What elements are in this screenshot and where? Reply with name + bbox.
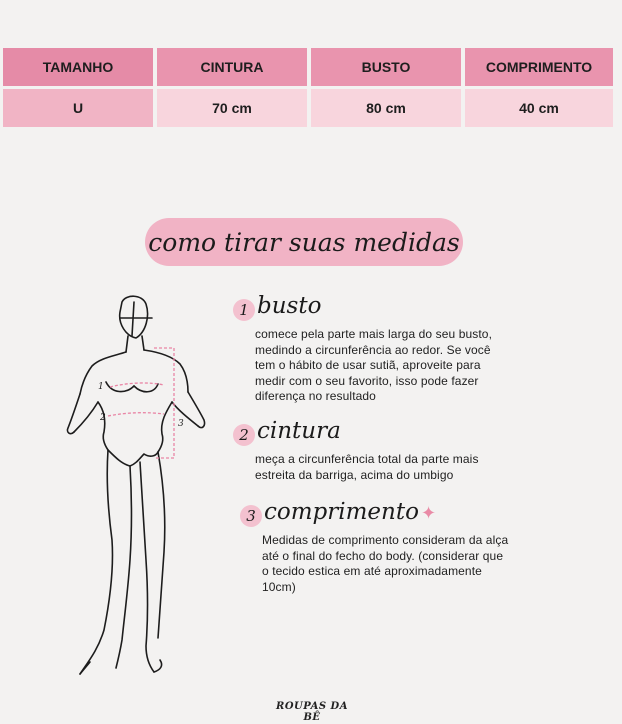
desc-line: medir com o seu favorito, isso pode fazer (255, 373, 479, 388)
figure-label-1: 1 (98, 382, 104, 392)
size-table-row (3, 89, 620, 127)
step-title-cintura: cintura (257, 418, 341, 444)
brand-logo: ROUPAS DA BÊ (276, 701, 348, 723)
header-busto: BUSTO (311, 48, 461, 86)
step-number-1: 1 (233, 299, 255, 321)
step-number-2: 2 (233, 424, 255, 446)
desc-line: Medidas de comprimento consideram da alça (262, 533, 509, 547)
desc-line: até o final do fecho do body. (considerar que (262, 548, 504, 563)
header-comprimento: COMPRIMENTO (465, 48, 613, 86)
section-title: como tirar suas medidas (145, 218, 463, 266)
desc-line: medindo a circunferência ao redor. Se você (255, 342, 491, 357)
desc-line: 10cm) (262, 579, 296, 594)
step-number-3: 3 (240, 505, 262, 527)
desc-line: estreita da barriga, acima do umbigo (255, 467, 454, 482)
step-title-busto: busto (257, 293, 322, 319)
cell-cintura: 70 cm (157, 89, 307, 127)
step-desc-busto (255, 327, 492, 405)
desc-line: tem o hábito de usar sutiã, aproveite para (255, 358, 481, 372)
cell-comprimento: 40 cm (465, 89, 613, 127)
sparkle-icon: ✦ (420, 503, 437, 524)
desc-line: o tecido estica em até aproximadamente (262, 564, 482, 578)
desc-line: comece pela parte mais larga do seu busto, (255, 327, 492, 341)
step-desc-comprimento (262, 533, 508, 595)
desc-line: meça a circunferência total da parte mais (255, 452, 479, 466)
cell-busto: 80 cm (311, 89, 461, 127)
size-table (3, 48, 620, 127)
desc-line: diferença no resultado (255, 389, 376, 403)
step-title-comprimento (264, 499, 436, 525)
header-tamanho: TAMANHO (3, 48, 153, 86)
figure-label-2: 2 (100, 413, 106, 423)
header-cintura: CINTURA (157, 48, 307, 86)
cell-tamanho: U (3, 89, 153, 127)
step-desc-cintura (255, 452, 479, 483)
step-title-comprimento-text: comprimento (264, 499, 419, 525)
body-figure-illustration (60, 290, 220, 690)
size-table-header (3, 48, 620, 86)
figure-label-3: 3 (178, 419, 184, 429)
